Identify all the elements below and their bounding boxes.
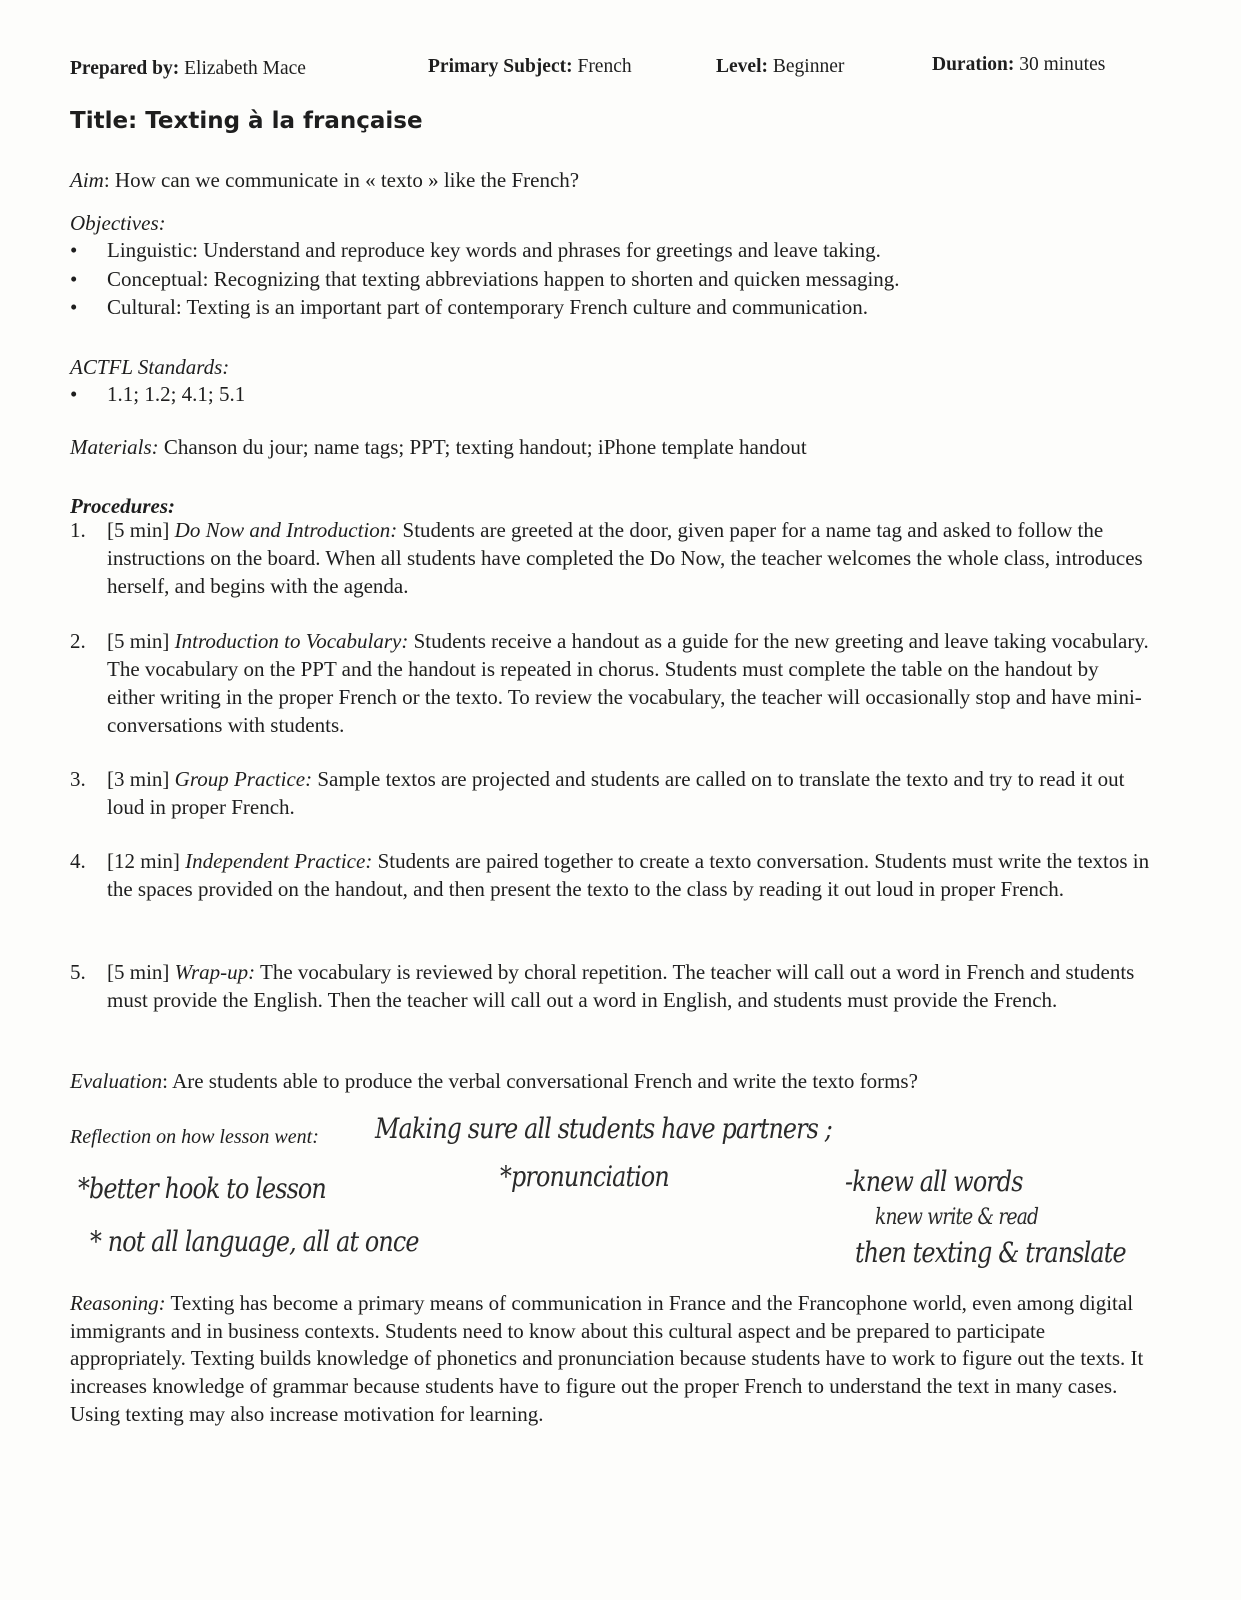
- handwritten-note: * not all language, all at once: [90, 1225, 419, 1258]
- aim: Aim: How can we communicate in « texto » like the French?: [70, 168, 580, 192]
- handwritten-note: *better hook to lesson: [78, 1172, 326, 1205]
- reasoning: Reasoning: Texting has become a primary means of communication in France and the Francophone world, even among digital immigrants and in business contexts. Students need to know about this cultural aspect and be prepared to participate appropriately. Texting builds knowledge of phonetics and pronunciation because students have to work to figure out the texts. It increases knowledge of grammar because students have to figure out the proper French to understand the text in many cases. Using texting may also increase motivation for learning.: [70, 1291, 1144, 1426]
- procedure-item: 1. [5 min] Do Now and Introduction: Students are greeted at the door, given paper for a name tag and asked to follow the instructions on the board. When all students have completed the Do Now, the teacher welcomes the whole class, introduces herself, and begins with the agenda.: [70, 518, 1143, 598]
- handwritten-note: knew write & read: [875, 1205, 1039, 1230]
- primary-subject: Primary Subject: French: [428, 56, 632, 77]
- procedure-item: 2. [5 min] Introduction to Vocabulary: Students receive a handout as a guide for the new greeting and leave taking vocabulary. The vocabulary on the PPT and the handout is repeated in chorus. Students must complete the table on the handout by either writing in the proper French or the texto. To review the vocabulary, the teacher will occasionally stop and have mini-conversations with students.: [70, 629, 1149, 737]
- duration: Duration: 30 minutes: [932, 54, 1106, 75]
- evaluation: Evaluation: Are students able to produce the verbal conversational French and write the texto forms?: [70, 1069, 918, 1093]
- prepared-by: Prepared by: Elizabeth Mace: [70, 58, 306, 79]
- procedures-label: Procedures:: [70, 494, 175, 518]
- procedure-item: 3. [3 min] Group Practice: Sample textos are projected and students are called on to translate the texto and try to read it out loud in proper French.: [70, 767, 1125, 819]
- materials: Materials: Chanson du jour; name tags; PPT; texting handout; iPhone template handout: [70, 435, 807, 459]
- level: Level: Beginner: [716, 56, 845, 77]
- handwritten-note: *pronunciation: [500, 1160, 669, 1193]
- objectives-label: Objectives:: [70, 211, 166, 235]
- handwritten-note: then texting & translate: [855, 1236, 1126, 1269]
- reflection-label: Reflection on how lesson went:: [70, 1126, 319, 1148]
- procedure-item: 4. [12 min] Independent Practice: Students are paired together to create a texto conversation. Students must write the textos in the spaces provided on the handout, and then present the texto to the class by reading it out loud in proper French.: [70, 849, 1150, 901]
- handwritten-note: -knew all words: [845, 1165, 1023, 1198]
- page-title: Title: Texting à la française: [70, 108, 423, 134]
- procedure-item: 5. [5 min] Wrap-up: The vocabulary is reviewed by choral repetition. The teacher will call out a word in French and students must provide the English. Then the teacher will call out a word in English, and students must provide the French.: [70, 960, 1135, 1012]
- handwritten-note: Making sure all students have partners ;: [375, 1112, 832, 1145]
- standards-label: ACTFL Standards:: [70, 355, 230, 379]
